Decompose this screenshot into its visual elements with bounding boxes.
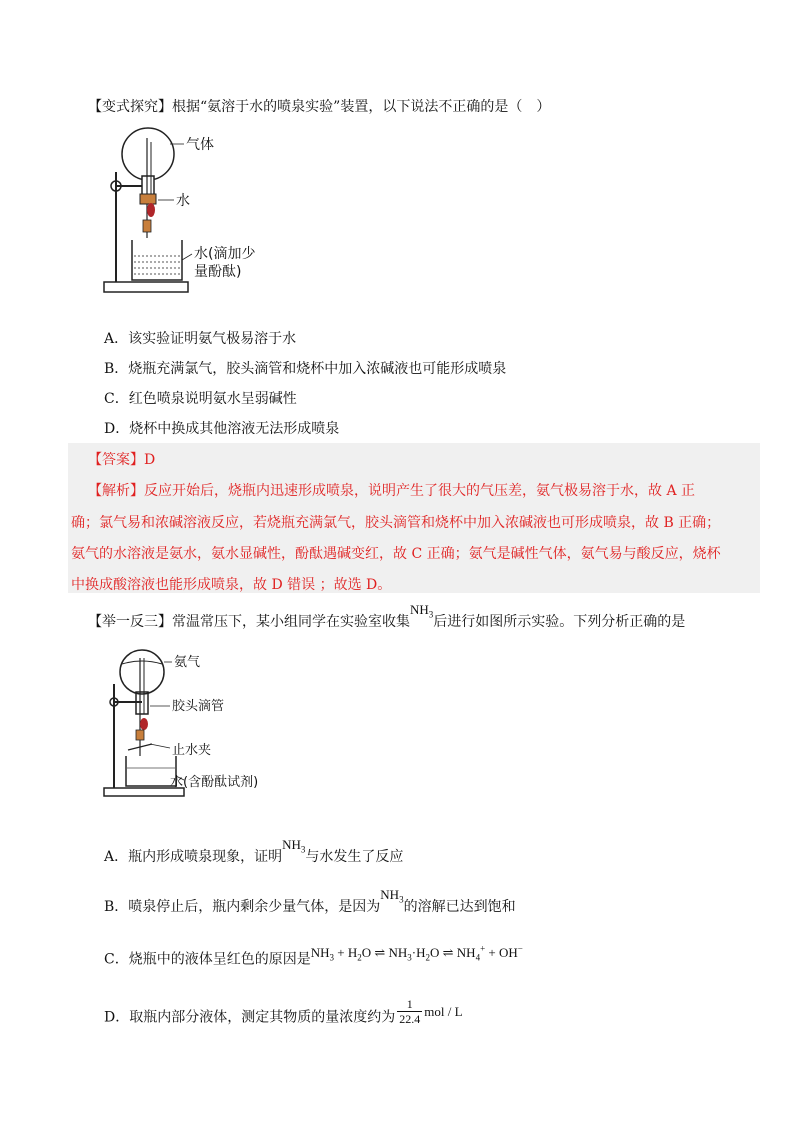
q2-option-c: C．烧瓶中的液体呈红色的原因是$NH_3 + H_2O$ ⇌ $NH_3\cdot H_2O$ ⇌ $NH_4^+ + OH^-$ (104, 944, 523, 968)
q1-analysis-line-4: 中换成酸溶液也能形成喷泉，故 D 错误 ；故选 D。 (71, 577, 392, 593)
label-ammonia: 氨气 (174, 655, 201, 670)
fountain-apparatus-figure-2 (100, 644, 300, 804)
label-clamp: 止水夹 (172, 743, 212, 758)
q1-analysis-line-1: 【解析】反应开始后，烧瓶内迅速形成喷泉，说明产生了很大的气压差，氨气极易溶于水，故 A 正 (88, 483, 696, 499)
fountain-apparatus-figure-1 (100, 120, 280, 300)
label-beaker-1: 水(滴加少 (194, 246, 256, 262)
label-dropper: 胶头滴管 (172, 699, 225, 714)
q1-title: 【变式探究】根据“氨溶于水的喷泉实验”装置，以下说法不正确的是（ ） (88, 99, 551, 115)
q2-option-b: B．喷泉停止后，瓶内剩余少量气体，是因为$NH_3$的溶解已达到饱和 (104, 887, 516, 915)
q2-option-a: A．瓶内形成喷泉现象，证明$NH_3$与水发生了反应 (104, 837, 404, 865)
q1-option-a: A．该实验证明氨气极易溶于水 (104, 331, 297, 347)
q1-option-b: B．烧瓶充满氯气，胶头滴管和烧杯中加入浓碱液也可能形成喷泉 (104, 361, 507, 377)
label-water-phenolphthalein: 水(含酚酞试剂) (170, 775, 259, 790)
q1-answer: 【答案】D (88, 452, 156, 468)
q1-analysis-line-2: 确；氯气易和浓碱溶液反应，若烧瓶充满氯气，胶头滴管和烧杯中加入浓碱液也可形成喷泉，故 B 正确； (71, 515, 721, 531)
label-gas: 气体 (186, 137, 214, 153)
q1-option-d: D．烧杯中换成其他溶液无法形成喷泉 (104, 421, 340, 437)
label-water: 水 (176, 193, 190, 209)
ammonia-equilibrium-equation: $NH_3 + H_2O$ ⇌ $NH_3\cdot H_2O$ ⇌ $NH_4^+ + OH^-$ (310, 944, 523, 963)
q1-option-c: C．红色喷泉说明氨水呈弱碱性 (104, 391, 297, 407)
q2-title: 【举一反三】常温常压下，某小组同学在实验室收集$NH_3$后进行如图所示实验。下列分析正确的是 (88, 602, 686, 630)
q1-analysis-line-3: 氨气的水溶液是氨水，氨水显碱性，酚酞遇碱变红，故 C 正确；氨气是碱性气体，氨气易与酸反应，烧杯 (71, 546, 721, 562)
q2-option-d: D．取瓶内部分液体，测定其物质的量浓度约为 $\frac{1}{22.4}$ mol / L (104, 997, 463, 1026)
fraction-1-over-22-4: $\frac{1}{22.4}$ (399, 997, 421, 1026)
label-beaker-2: 量酚酞) (194, 264, 242, 280)
